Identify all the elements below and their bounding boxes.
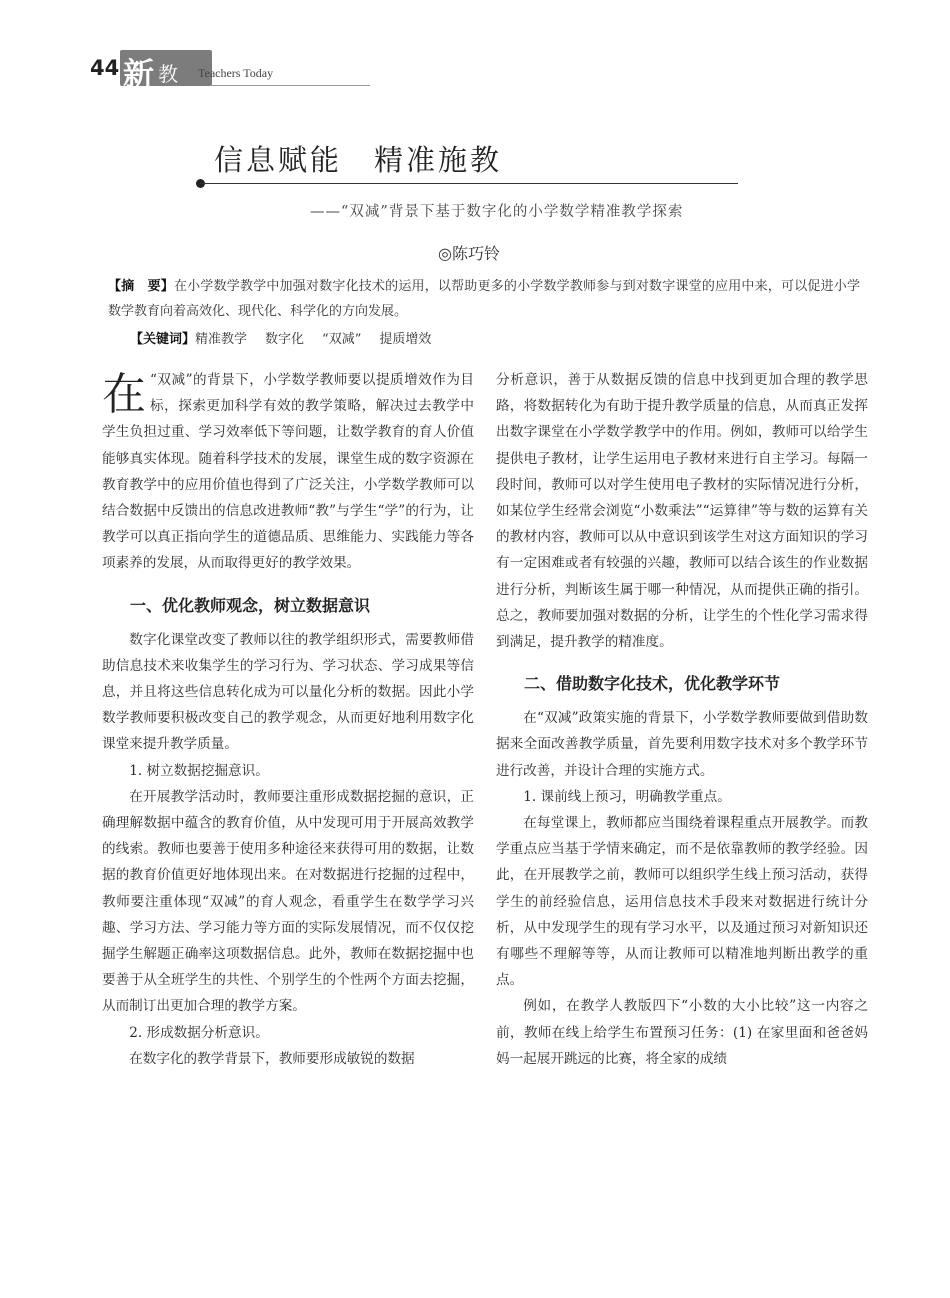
keywords: [130, 328, 449, 347]
body-paragraph: 数字化课堂改变了教师以往的教学组织形式，需要教师借助信息技术来收集学生的学习行为、学习状态、学习成果等信息，并且将这些信息转化成为可以量化分析的数据。因此小学数学教师要积极改变自己的教学观念，从而更好地利用数字化课堂来提升教学质量。: [102, 631, 474, 753]
article-subtitle: ——“双减”背景下基于数字化的小学数学精准教学探索: [310, 204, 684, 220]
section-heading-2: 二、借助数字化技术，优化教学环节: [524, 674, 781, 694]
keyword: 数字化: [265, 332, 305, 347]
intro-paragraph: [102, 367, 474, 577]
left-column: [102, 367, 474, 1072]
article-title: 信息赋能 精准施教: [214, 143, 503, 177]
intro-text: “双减”的背景下，小学数学教师要以提质增效作为目标，探索更加科学有效的教学策略，解决过去教学中学生负担过重、学习效率低下等问题，让数学教育的育人价值能够真实体现。随着科学技术的发展，课堂生成的数字资源在教育教学中的应用价值也得到了广泛关注，小学数学教师可以结合数据中反馈出的信息改进教师“教”与学生“学”的行为，让教学可以真正指向学生的道德品质、思维能力、实践能力等各项素养的发展，从而取得更好的教学效果。: [102, 372, 474, 572]
right-column: [496, 367, 868, 1072]
section-heading-1: 一、优化教师观念，树立数据意识: [130, 595, 371, 615]
keywords-label: 【关键词】: [130, 332, 196, 347]
keyword: 提质增效: [379, 332, 432, 347]
drop-cap: 在: [102, 369, 146, 420]
abstract-text: 在小学数学教学中加强对数字化技术的运用，以帮助更多的小学数学教师参与到对数字课堂的应用中来，可以促进小学数学教育向着高效化、现代化、科学化的方向发展。: [108, 279, 860, 319]
subsection-heading: 2. 形成数据分析意识。: [129, 1024, 269, 1041]
magazine-logo-text: 教师: [158, 62, 177, 115]
article-author: ◎陈巧铃: [438, 244, 500, 263]
magazine-logo-char: 新: [123, 57, 153, 93]
subsection-heading: 1. 树立数据挖掘意识。: [129, 762, 269, 779]
body-paragraph: 在每堂课上，教师都应当围绕着课程重点开展教学。而教学重点应当基于学情来确定，而不是依靠教师的教学经验。因此，在开展教学之前，教师可以组织学生线上预习活动，获得学生的前经验信息，运用信息技术手段来对数据进行统计分析，从中发现学生的现有学习水平，以及通过预习对新知识还有哪些不理解等等，从而让教师可以精准地判断出教学的重点。: [496, 815, 868, 989]
keyword: “双减”: [322, 332, 362, 347]
body-paragraph: 在开展教学活动时，教师要注重形成数据挖掘的意识，正确理解数据中蕴含的教育价值，从中发现可用于开展高效教学的线索。教师也要善于使用多种途径来获得可用的数据，让数据的教育价值更好地体现出来。在对数据进行挖掘的过程中，教师要注重体现“双减”的育人观念，看重学生在数学学习兴趣、学习方法、学习能力等方面的实际发展情况，而不仅仅挖掘学生解题正确率这项数据信息。此外，教师在数据挖掘中也要善于从全班学生的共性、个别学生的个性两个方面去挖掘，从而制订出更加合理的教学方案。: [102, 788, 474, 1015]
header-divider: [210, 85, 370, 86]
body-paragraph: 在“双减”政策实施的背景下，小学数学教师要做到借助数据来全面改善教学质量，首先要利用数字技术对多个教学环节进行改善，并设计合理的实施方式。: [496, 710, 868, 779]
magazine-english-name: Teachers Today: [198, 66, 274, 80]
body-paragraph: 在数字化的教学背景下，教师要形成敏锐的数据: [129, 1050, 415, 1067]
abstract-label: 【摘 要】: [108, 279, 174, 294]
page-number: 44: [90, 56, 120, 80]
abstract: [108, 274, 860, 324]
title-divider: [200, 183, 738, 184]
body-paragraph: 分析意识，善于从数据反馈的信息中找到更加合理的教学思路，将数据转化为有助于提升教学质量的信息，从而真正发挥出数字课堂在小学数学教学中的作用。例如，教师可以给学生提供电子教材，让学生运用电子教材来进行自主学习。每隔一段时间，教师可以对学生使用电子教材的实际情况进行分析，如某位学生经常会浏览“小数乘法”“运算律”等与数的运算有关的教材内容，教师可以从中意识到该学生对这方面知识的学习有一定困难或者有较强的兴趣，教师可以结合该生的作业数据进行分析，判断该生属于哪一种情况，从而提供正确的指引。总之，教师要加强对数据的分析，让学生的个性化学习需求得到满足，提升教学的精准度。: [496, 372, 868, 651]
body-paragraph: 例如，在教学人教版四下“小数的大小比较”这一内容之前，教师在线上给学生布置预习任务：(1) 在家里面和爸爸妈妈一起展开跳远的比赛，将全家的成绩: [496, 998, 868, 1067]
keyword: 精准教学: [195, 332, 248, 347]
subsection-heading: 1. 课前线上预习，明确教学重点。: [523, 788, 731, 805]
